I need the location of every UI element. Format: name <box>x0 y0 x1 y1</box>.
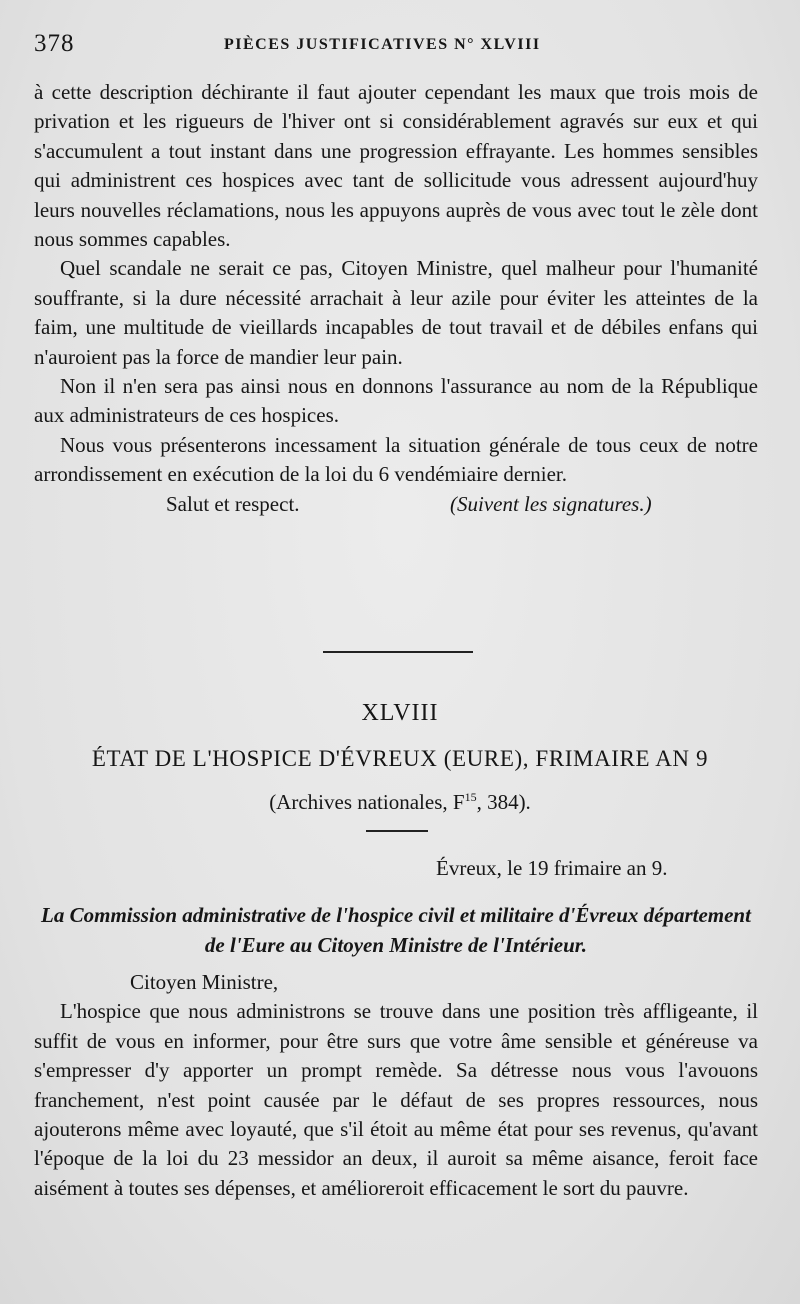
document-number: XLVIII <box>361 700 439 726</box>
paragraph: L'hospice que nous administrons se trouve dans une position très affligeante, il suffit de vous en informer, pour être surs que votre âme sensible et généreuse va s'empresser d'y apporter un prompt remède. Sa détresse nous vous l'avouons franchement, n'est point causée par le défaut de ses propres ressources, nous ajouterons même avec loyauté, que s'il étoit au même état pour ses revenus, qu'avant l'époque de la loi du 23 messidor an deux, il auroit sa même aisance, feroit face aisément à toutes ses dépenses, et amélioreroit efficacement le sort du pauvre. <box>34 999 758 1200</box>
closing-line <box>34 490 758 519</box>
dateline: Évreux, le 19 frimaire an 9. <box>436 856 668 880</box>
letter-body <box>34 968 758 1203</box>
addressee: Citoyen Ministre, <box>130 970 279 994</box>
paragraph: Quel scandale ne serait ce pas, Citoyen Ministre, quel malheur pour l'humanité souffrante, si la dure nécessité arrachait à leur azile pour éviter les atteintes de la faim, une multitude de vieillards incapables de tout travail et de débiles enfans qui n'auroient pas la force de mandier leur pain. <box>34 256 758 369</box>
paragraph: Nous vous présenterons incessament la situation générale de tous ceux de notre arrondissement en exécution de la loi du 6 vendémiaire dernier. <box>34 432 758 487</box>
source-superscript: 15 <box>464 790 477 804</box>
source-text: (Archives nationales, F <box>269 790 465 814</box>
running-title: PIÈCES JUSTIFICATIVES N° XLVIII <box>224 36 541 53</box>
document-title: ÉTAT DE L'HOSPICE D'ÉVREUX (EURE), FRIMAIRE AN 9 <box>91 746 709 771</box>
title-divider <box>366 830 428 832</box>
source-text-end: , 384). <box>476 790 531 814</box>
signatures-note: (Suivent les signatures.) <box>450 491 652 516</box>
paragraph: à cette description déchirante il faut ajouter cependant les maux que trois mois de privation et les rigueurs de l'hiver ont si considérablement agravés sur eux et qui s'accumulent a tout instant dans une progression effrayante. Les hommes sensibles qui administrent ces hospices avec tant de sollicitude vous adressent aujourd'huy leurs nouvelles réclamations, nous les appuyons auprès de vous avec tout le zèle dont nous sommes capables. <box>34 80 758 252</box>
running-head <box>34 30 766 64</box>
letter-heading: La Commission administrative de l'hospice civil et militaire d'Évreux département de l'Eure au Citoyen Ministre de l'Intérieur. <box>41 903 751 957</box>
document-source <box>0 790 800 815</box>
page-number: 378 <box>34 30 75 57</box>
closing-formula: Salut et respect. <box>166 491 300 516</box>
paragraph: Non il n'en sera pas ainsi nous en donnons l'assurance au nom de la République aux administrateurs de ces hospices. <box>34 374 758 428</box>
section-divider <box>323 651 473 653</box>
previous-document-text <box>34 78 758 519</box>
